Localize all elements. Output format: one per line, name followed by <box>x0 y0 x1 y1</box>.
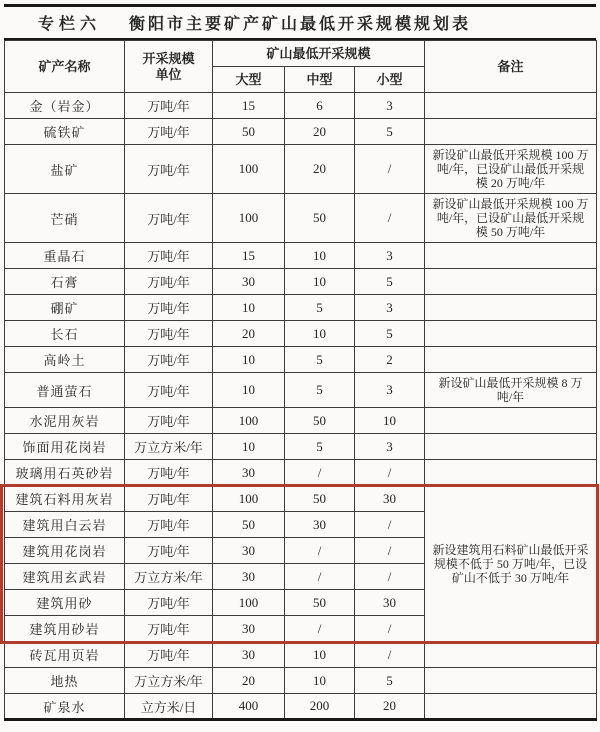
medium-cell: 10 <box>285 243 355 269</box>
large-cell: 10 <box>213 295 285 321</box>
header-scale-group: 矿山最低开采规模 <box>213 41 425 67</box>
medium-cell: 20 <box>285 145 355 194</box>
large-cell: 100 <box>213 408 285 434</box>
unit-cell: 万吨/年 <box>125 295 213 321</box>
table-row <box>5 93 597 119</box>
medium-cell: 50 <box>285 408 355 434</box>
small-cell: 20 <box>355 694 425 720</box>
large-cell: 400 <box>213 694 285 720</box>
medium-cell: 50 <box>285 590 355 616</box>
small-cell: 3 <box>355 373 425 408</box>
medium-cell: / <box>285 460 355 486</box>
medium-cell: 10 <box>285 668 355 694</box>
remark-cell <box>425 295 597 321</box>
header-large: 大型 <box>213 67 285 93</box>
mineral-name-cell: 高岭土 <box>5 347 125 373</box>
remark-cell <box>425 694 597 720</box>
large-cell: 10 <box>213 347 285 373</box>
small-cell: 3 <box>355 295 425 321</box>
remark-cell <box>425 269 597 295</box>
large-cell: 30 <box>213 460 285 486</box>
unit-cell: 万吨/年 <box>125 145 213 194</box>
header-remark: 备注 <box>425 41 597 93</box>
large-cell: 20 <box>213 321 285 347</box>
table-row <box>5 269 597 295</box>
mineral-name-cell: 金（岩金） <box>5 93 125 119</box>
medium-cell: 10 <box>285 642 355 668</box>
mineral-name-cell: 普通萤石 <box>5 373 125 408</box>
mineral-name-cell: 砖瓦用页岩 <box>5 642 125 668</box>
header-unit-line1: 开采规模 <box>142 50 195 66</box>
small-cell: 3 <box>355 434 425 460</box>
panel-header <box>4 4 596 40</box>
unit-cell: 万吨/年 <box>125 119 213 145</box>
table-row <box>5 243 597 269</box>
small-cell: 5 <box>355 269 425 295</box>
header-medium: 中型 <box>285 67 355 93</box>
large-cell: 100 <box>213 590 285 616</box>
table-row <box>5 373 597 408</box>
medium-cell: 5 <box>285 347 355 373</box>
large-cell: 15 <box>213 93 285 119</box>
remark-cell: 新设矿山最低开采规模 100 万吨/年，已设矿山最低开采规模 50 万吨/年 <box>425 194 597 243</box>
medium-cell: 50 <box>285 194 355 243</box>
medium-cell: 6 <box>285 93 355 119</box>
mineral-name-cell: 水泥用灰岩 <box>5 408 125 434</box>
remark-cell <box>425 642 597 668</box>
small-cell: 5 <box>355 119 425 145</box>
table-row <box>5 321 597 347</box>
mineral-name-cell: 建筑用玄武岩 <box>5 564 125 590</box>
mineral-scale-table <box>4 40 597 721</box>
header-unit <box>125 41 213 93</box>
small-cell: / <box>355 145 425 194</box>
small-cell: 30 <box>355 486 425 512</box>
table-row <box>5 460 597 486</box>
table-row <box>5 295 597 321</box>
large-cell: 100 <box>213 194 285 243</box>
small-cell: / <box>355 642 425 668</box>
large-cell: 30 <box>213 538 285 564</box>
large-cell: 30 <box>213 269 285 295</box>
large-cell: 50 <box>213 512 285 538</box>
medium-cell: 5 <box>285 295 355 321</box>
table-row <box>5 145 597 194</box>
medium-cell: 50 <box>285 486 355 512</box>
small-cell: 30 <box>355 590 425 616</box>
small-cell: / <box>355 538 425 564</box>
small-cell: / <box>355 616 425 642</box>
small-cell: 5 <box>355 321 425 347</box>
large-cell: 30 <box>213 564 285 590</box>
remark-cell <box>425 460 597 486</box>
remark-cell <box>425 119 597 145</box>
remark-cell: 新设建筑用石料矿山最低开采规模不低于 50 万吨/年，已设矿山不低于 30 万吨/年 <box>425 486 597 642</box>
unit-cell: 万吨/年 <box>125 194 213 243</box>
medium-cell: 5 <box>285 373 355 408</box>
small-cell: / <box>355 564 425 590</box>
unit-cell: 万吨/年 <box>125 347 213 373</box>
panel-title: 衡阳市主要矿产矿山最低开采规模规划表 <box>128 16 471 33</box>
unit-cell: 万吨/年 <box>125 486 213 512</box>
header-unit-line2: 单位 <box>155 66 182 82</box>
mineral-name-cell: 建筑石料用灰岩 <box>5 486 125 512</box>
header-small: 小型 <box>355 67 425 93</box>
unit-cell: 万立方米/年 <box>125 434 213 460</box>
large-cell: 30 <box>213 642 285 668</box>
large-cell: 10 <box>213 434 285 460</box>
unit-cell: 万吨/年 <box>125 373 213 408</box>
document-page <box>4 0 596 721</box>
table-row <box>5 694 597 720</box>
table-row <box>5 347 597 373</box>
mineral-name-cell: 建筑用砂岩 <box>5 616 125 642</box>
mineral-name-cell: 长石 <box>5 321 125 347</box>
unit-cell: 万吨/年 <box>125 512 213 538</box>
panel-label: 专栏六 <box>38 16 102 33</box>
mineral-name-cell: 建筑用花岗岩 <box>5 538 125 564</box>
small-cell: 3 <box>355 93 425 119</box>
medium-cell: 200 <box>285 694 355 720</box>
table-row <box>5 642 597 668</box>
medium-cell: / <box>285 616 355 642</box>
unit-cell: 万吨/年 <box>125 642 213 668</box>
unit-cell: 立方米/日 <box>125 694 213 720</box>
mineral-name-cell: 盐矿 <box>5 145 125 194</box>
mineral-name-cell: 芒硝 <box>5 194 125 243</box>
large-cell: 20 <box>213 668 285 694</box>
mineral-name-cell: 建筑用砂 <box>5 590 125 616</box>
large-cell: 15 <box>213 243 285 269</box>
table-body <box>5 93 597 720</box>
remark-cell <box>425 434 597 460</box>
small-cell: / <box>355 460 425 486</box>
small-cell: 10 <box>355 408 425 434</box>
table-row <box>5 408 597 434</box>
mineral-name-cell: 玻璃用石英砂岩 <box>5 460 125 486</box>
unit-cell: 万吨/年 <box>125 538 213 564</box>
mineral-name-cell: 石膏 <box>5 269 125 295</box>
unit-cell: 万吨/年 <box>125 243 213 269</box>
large-cell: 100 <box>213 486 285 512</box>
mineral-name-cell: 硫铁矿 <box>5 119 125 145</box>
small-cell: 3 <box>355 243 425 269</box>
small-cell: / <box>355 512 425 538</box>
header-row-1 <box>5 41 597 67</box>
medium-cell: 10 <box>285 321 355 347</box>
mineral-name-cell: 地热 <box>5 668 125 694</box>
table-row <box>5 668 597 694</box>
remark-cell <box>425 668 597 694</box>
remark-cell <box>425 93 597 119</box>
medium-cell: / <box>285 564 355 590</box>
medium-cell: 20 <box>285 119 355 145</box>
unit-cell: 万吨/年 <box>125 408 213 434</box>
unit-cell: 万立方米/年 <box>125 564 213 590</box>
table-row <box>5 486 597 512</box>
table-row <box>5 434 597 460</box>
medium-cell: / <box>285 538 355 564</box>
remark-cell: 新设矿山最低开采规模 8 万吨/年 <box>425 373 597 408</box>
mineral-name-cell: 矿泉水 <box>5 694 125 720</box>
remark-cell <box>425 408 597 434</box>
header-mineral-name: 矿产名称 <box>5 41 125 93</box>
unit-cell: 万吨/年 <box>125 590 213 616</box>
large-cell: 10 <box>213 373 285 408</box>
large-cell: 100 <box>213 145 285 194</box>
medium-cell: 30 <box>285 512 355 538</box>
table-row <box>5 194 597 243</box>
unit-cell: 万吨/年 <box>125 269 213 295</box>
unit-cell: 万吨/年 <box>125 321 213 347</box>
remark-cell <box>425 243 597 269</box>
small-cell: 2 <box>355 347 425 373</box>
mineral-name-cell: 重晶石 <box>5 243 125 269</box>
large-cell: 50 <box>213 119 285 145</box>
mineral-name-cell: 建筑用白云岩 <box>5 512 125 538</box>
unit-cell: 万吨/年 <box>125 93 213 119</box>
mineral-name-cell: 饰面用花岗岩 <box>5 434 125 460</box>
medium-cell: 10 <box>285 269 355 295</box>
small-cell: / <box>355 194 425 243</box>
remark-cell <box>425 321 597 347</box>
remark-cell: 新设矿山最低开采规模 100 万吨/年，已设矿山最低开采规模 20 万吨/年 <box>425 145 597 194</box>
large-cell: 30 <box>213 616 285 642</box>
unit-cell: 万吨/年 <box>125 616 213 642</box>
unit-cell: 万吨/年 <box>125 460 213 486</box>
mineral-name-cell: 硼矿 <box>5 295 125 321</box>
remark-cell <box>425 347 597 373</box>
small-cell: 5 <box>355 668 425 694</box>
unit-cell: 万立方米/年 <box>125 668 213 694</box>
medium-cell: 5 <box>285 434 355 460</box>
table-row <box>5 119 597 145</box>
